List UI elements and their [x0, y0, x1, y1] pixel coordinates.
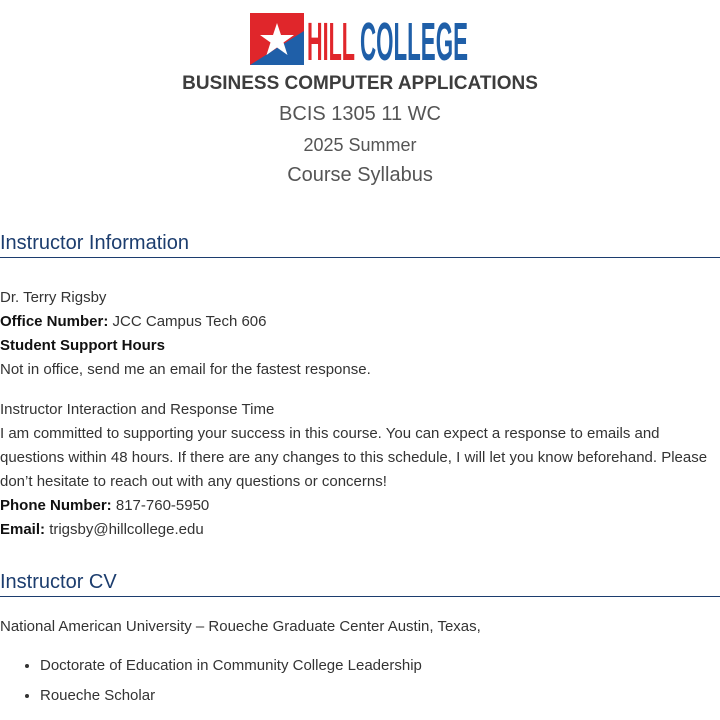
support-hours-label: Student Support Hours — [0, 337, 165, 354]
office-number-label: Office Number: — [0, 313, 109, 330]
email — [0, 521, 204, 538]
instructor-cv-heading: Instructor CV — [0, 571, 720, 597]
svg-text:COLLEGE: COLLEGE — [360, 13, 468, 65]
degree-list — [0, 655, 422, 715]
course-code: BCIS 1305 11 WC — [279, 103, 441, 125]
phone-number-label: Phone Number: — [0, 497, 112, 514]
support-hours-text: Not in office, send me an email for the fastest response. — [0, 361, 371, 378]
office-number — [0, 313, 267, 330]
hill-college-logo — [250, 13, 470, 65]
interaction-title: Instructor Interaction and Response Time — [0, 401, 275, 418]
cv-institution: National American University – Roueche Graduate Center Austin, Texas, — [0, 618, 481, 635]
course-term: 2025 Summer — [303, 135, 417, 155]
email-link[interactable]: trigsby@hillcollege.edu — [49, 521, 204, 538]
phone-number-value: 817-760-5950 — [115, 497, 210, 514]
course-title: BUSINESS COMPUTER APPLICATIONS — [182, 73, 538, 94]
office-number-value: JCC Campus Tech 606 — [112, 313, 267, 330]
instructor-name: Dr. Terry Rigsby — [0, 289, 107, 306]
instructor-information-heading: Instructor Information — [0, 232, 720, 258]
interaction-text: I am committed to supporting your success in this course. You can expect a response to emails and questions within 48 hours. If there are any changes to this schedule, I will let you know beforehand. Please don’t hesitate to reach out with any questions or concerns! — [0, 425, 708, 490]
phone-number — [0, 497, 209, 514]
list-item: • Roueche Scholar — [40, 685, 422, 706]
document-title: Course Syllabus — [287, 164, 433, 186]
email-label: Email: — [0, 521, 46, 538]
svg-text:HILL: HILL — [307, 13, 355, 65]
list-item: • Doctorate of Education in Community College Leadership — [40, 655, 422, 676]
